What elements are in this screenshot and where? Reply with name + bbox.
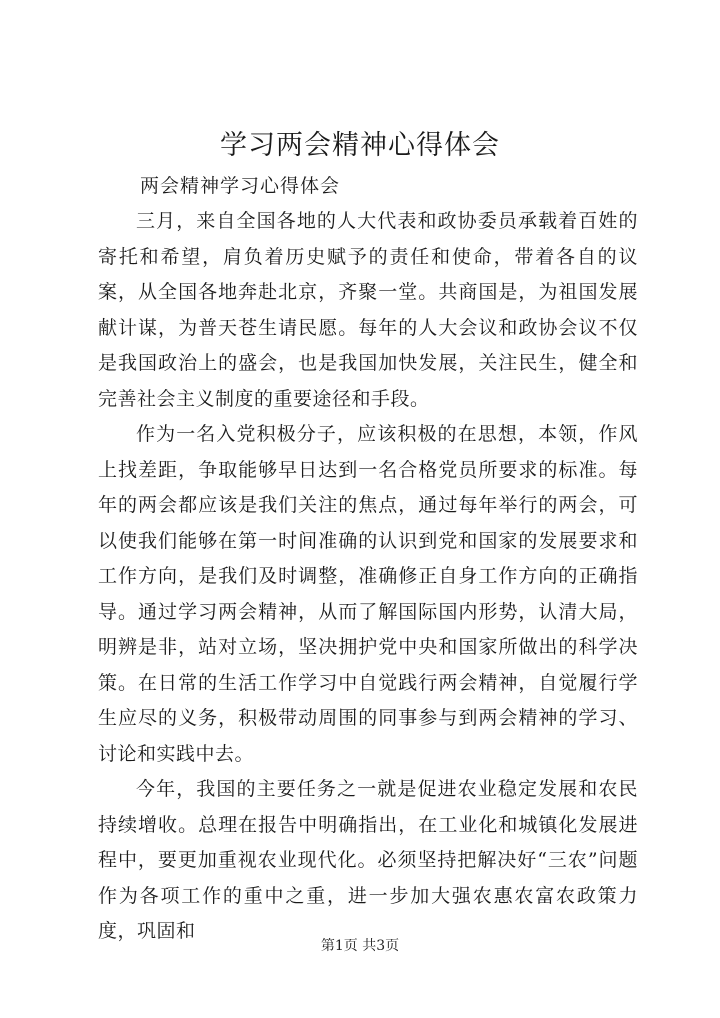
- document-title: 学习两会精神心得体会: [220, 130, 500, 161]
- paragraph-1: 三月，来自全国各地的人大代表和政协委员承载着百姓的寄托和希望，肩负着历史赋予的责任和使命，带着各自的议案，从全国各地奔赴北京，齐聚一堂。共商国是，为祖国发展献计谋，为普天苍生请民愿。每年的人大会议和政协会议不仅是我国政治上的盛会，也是我国加快发展，关注民生，健全和完善社会主义制度的重要途径和手段。: [98, 210, 638, 410]
- page-number-footer: 第1页 共3页: [320, 938, 400, 954]
- document-body: [98, 204, 638, 950]
- paragraph-3: 今年，我国的主要任务之一就是促进农业稳定发展和农民持续增收。总理在报告中明确指出，在工业化和城镇化发展进程中，要更加重视农业现代化。必须坚持把解决好“三农”问题作为各项工作的重中之重，进一步加大强农惠农富农政策力度，巩固和: [98, 778, 638, 942]
- document-subtitle: 两会精神学习心得体会: [140, 175, 341, 197]
- paragraph-2: 作为一名入党积极分子，应该积极的在思想，本领，作风上找差距，争取能够早日达到一名合格党员所要求的标准。每年的两会都应该是我们关注的焦点，通过每年举行的两会，可以使我们能够在第一时间准确的认识到党和国家的发展要求和工作方向，是我们及时调整，准确修正自身工作方向的正确指导。通过学习两会精神，从而了解国际国内形势，认清大局，明辨是非，站对立场，坚决拥护党中央和国家所做出的科学决策。在日常的生活工作学习中自觉践行两会精神，自觉履行学生应尽的义务，积极带动周围的同事参与到两会精神的学习、讨论和实践中去。: [98, 423, 638, 765]
